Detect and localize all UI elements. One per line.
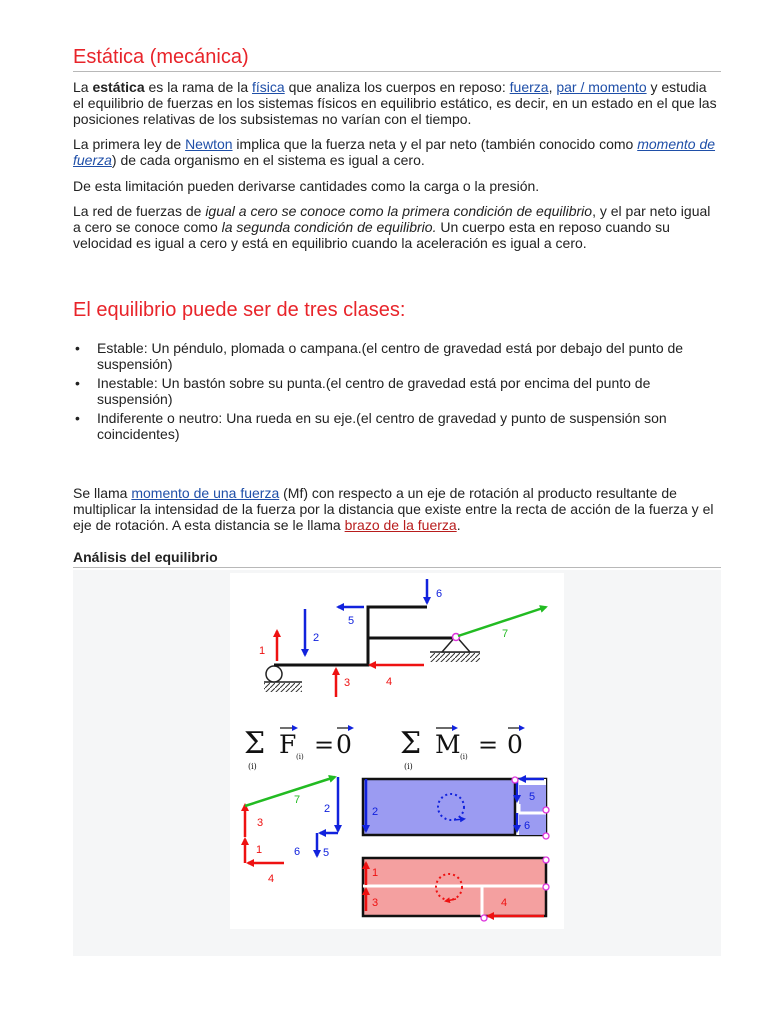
text: La primera ley de (73, 136, 186, 152)
link-momento-de-una-fuerza[interactable]: momento de una fuerza (131, 485, 280, 501)
page-title: Estática (mecánica) (73, 46, 721, 72)
sigma-symbol: Σ (400, 726, 422, 761)
equals-sign: = (314, 731, 335, 759)
force-label-4: 4 (386, 676, 393, 688)
moment-label-2: 2 (372, 806, 379, 818)
moment-label-4: 4 (501, 897, 508, 909)
polygon-label-4: 4 (268, 873, 275, 885)
text: . (456, 517, 461, 533)
force-symbol: F (279, 730, 297, 759)
polygon-label-6: 6 (294, 846, 301, 858)
text: ) de cada organismo en el sistema es igual a cero. (111, 152, 425, 168)
moment-block-red (363, 857, 549, 921)
moment-index: (i) (460, 753, 468, 761)
moment-symbol: M (435, 730, 461, 759)
text: Un cuerpo esta en reposo cuando su velocidad es igual a cero y está en equilibrio cuando la aceleración es igual a cero. (73, 219, 670, 251)
link-fisica[interactable]: física (252, 79, 285, 95)
sum-index: (i) (404, 762, 413, 771)
force-label-7: 7 (502, 628, 509, 640)
text: es la rama de la (144, 79, 253, 95)
moment-label-5: 5 (529, 791, 536, 803)
polygon-label-5: 5 (323, 847, 330, 859)
equilibrium-paragraph (73, 203, 721, 251)
force-label-5: 5 (348, 615, 355, 627)
link-fuerza[interactable]: fuerza (509, 79, 549, 95)
moment-label-1: 1 (372, 867, 379, 879)
bold-term: estática (92, 79, 145, 95)
equilibrium-types-list (73, 340, 721, 445)
text: Se llama (73, 485, 132, 501)
text: , y el par neto igual a cero se conoce como (73, 203, 711, 235)
polygon-label-2: 2 (324, 803, 331, 815)
force-label-1: 1 (259, 645, 266, 657)
italic-text: la segunda condición de equilibrio. (221, 219, 437, 235)
section-heading-analisis: Análisis del equilibrio (73, 549, 721, 568)
text: La red de fuerzas de (73, 203, 206, 219)
force-label-6: 6 (436, 588, 443, 600)
equals-sign: = (478, 731, 499, 759)
moment-block-blue (363, 777, 549, 839)
text: implica que la fuerza neta y el par neto (también conocido como (232, 136, 638, 152)
sum-index: (i) (248, 762, 257, 771)
momento-paragraph (73, 485, 721, 533)
text: , (548, 79, 557, 95)
newton-paragraph (73, 136, 721, 168)
equilibrium-diagram-svg (230, 573, 564, 929)
link-par-momento[interactable]: par / momento (556, 79, 647, 95)
intro-paragraph (73, 79, 721, 127)
zero-vector: 0 (507, 730, 523, 759)
force-index: (i) (296, 753, 304, 761)
list-item: • Estable: Un péndulo, plomada o campana.(el centro de gravedad está por debajo del punto de suspensión) (73, 340, 721, 372)
limitation-paragraph: De esta limitación pueden derivarse cantidades como la carga o la presión. (73, 178, 540, 194)
list-item: • Indiferente o neutro: Una rueda en su eje.(el centro de gravedad y punto de suspensión son coincidentes) (73, 410, 721, 442)
text: (Mf) con respecto a un eje de rotación al producto resultante de multiplicar la intensidad de la fuerza por la distancia que existe entre la recta de acción de la fuerza y el eje de rotación. A esta distancia se le llama (73, 485, 714, 533)
force-equation (244, 726, 352, 771)
moment-equation (400, 726, 523, 771)
zero-vector: 0 (336, 730, 352, 759)
force-label-3: 3 (344, 677, 351, 689)
moment-label-3: 3 (372, 897, 379, 909)
equilibrium-diagram (230, 573, 564, 929)
force-polygon (245, 777, 338, 885)
polygon-label-3: 3 (257, 817, 264, 829)
polygon-label-7: 7 (294, 794, 301, 806)
section-heading-clases: El equilibrio puede ser de tres clases: (73, 299, 406, 321)
text: La (73, 79, 93, 95)
figure-container (73, 570, 721, 956)
moment-label-6: 6 (524, 820, 531, 832)
link-brazo-de-la-fuerza[interactable]: brazo de la fuerza (344, 517, 457, 533)
force-label-2: 2 (313, 632, 320, 644)
text: que analiza los cuerpos en reposo: (284, 79, 510, 95)
sigma-symbol: Σ (244, 726, 266, 761)
italic-text: igual a cero se conoce como la primera condición de equilibrio (205, 203, 593, 219)
text: y estudia el equilibrio de fuerzas en los sistemas físicos en equilibrio estático, es decir, en un estado en el que las posiciones relativas de los subsistemas no varían con el tiempo. (73, 79, 717, 127)
polygon-label-1: 1 (256, 844, 263, 856)
list-item: • Inestable: Un bastón sobre su punta.(el centro de gravedad está por encima del punto de suspensión) (73, 375, 721, 407)
link-momento-de-fuerza[interactable]: momento de fuerza (73, 136, 716, 168)
link-newton[interactable]: Newton (185, 136, 233, 152)
